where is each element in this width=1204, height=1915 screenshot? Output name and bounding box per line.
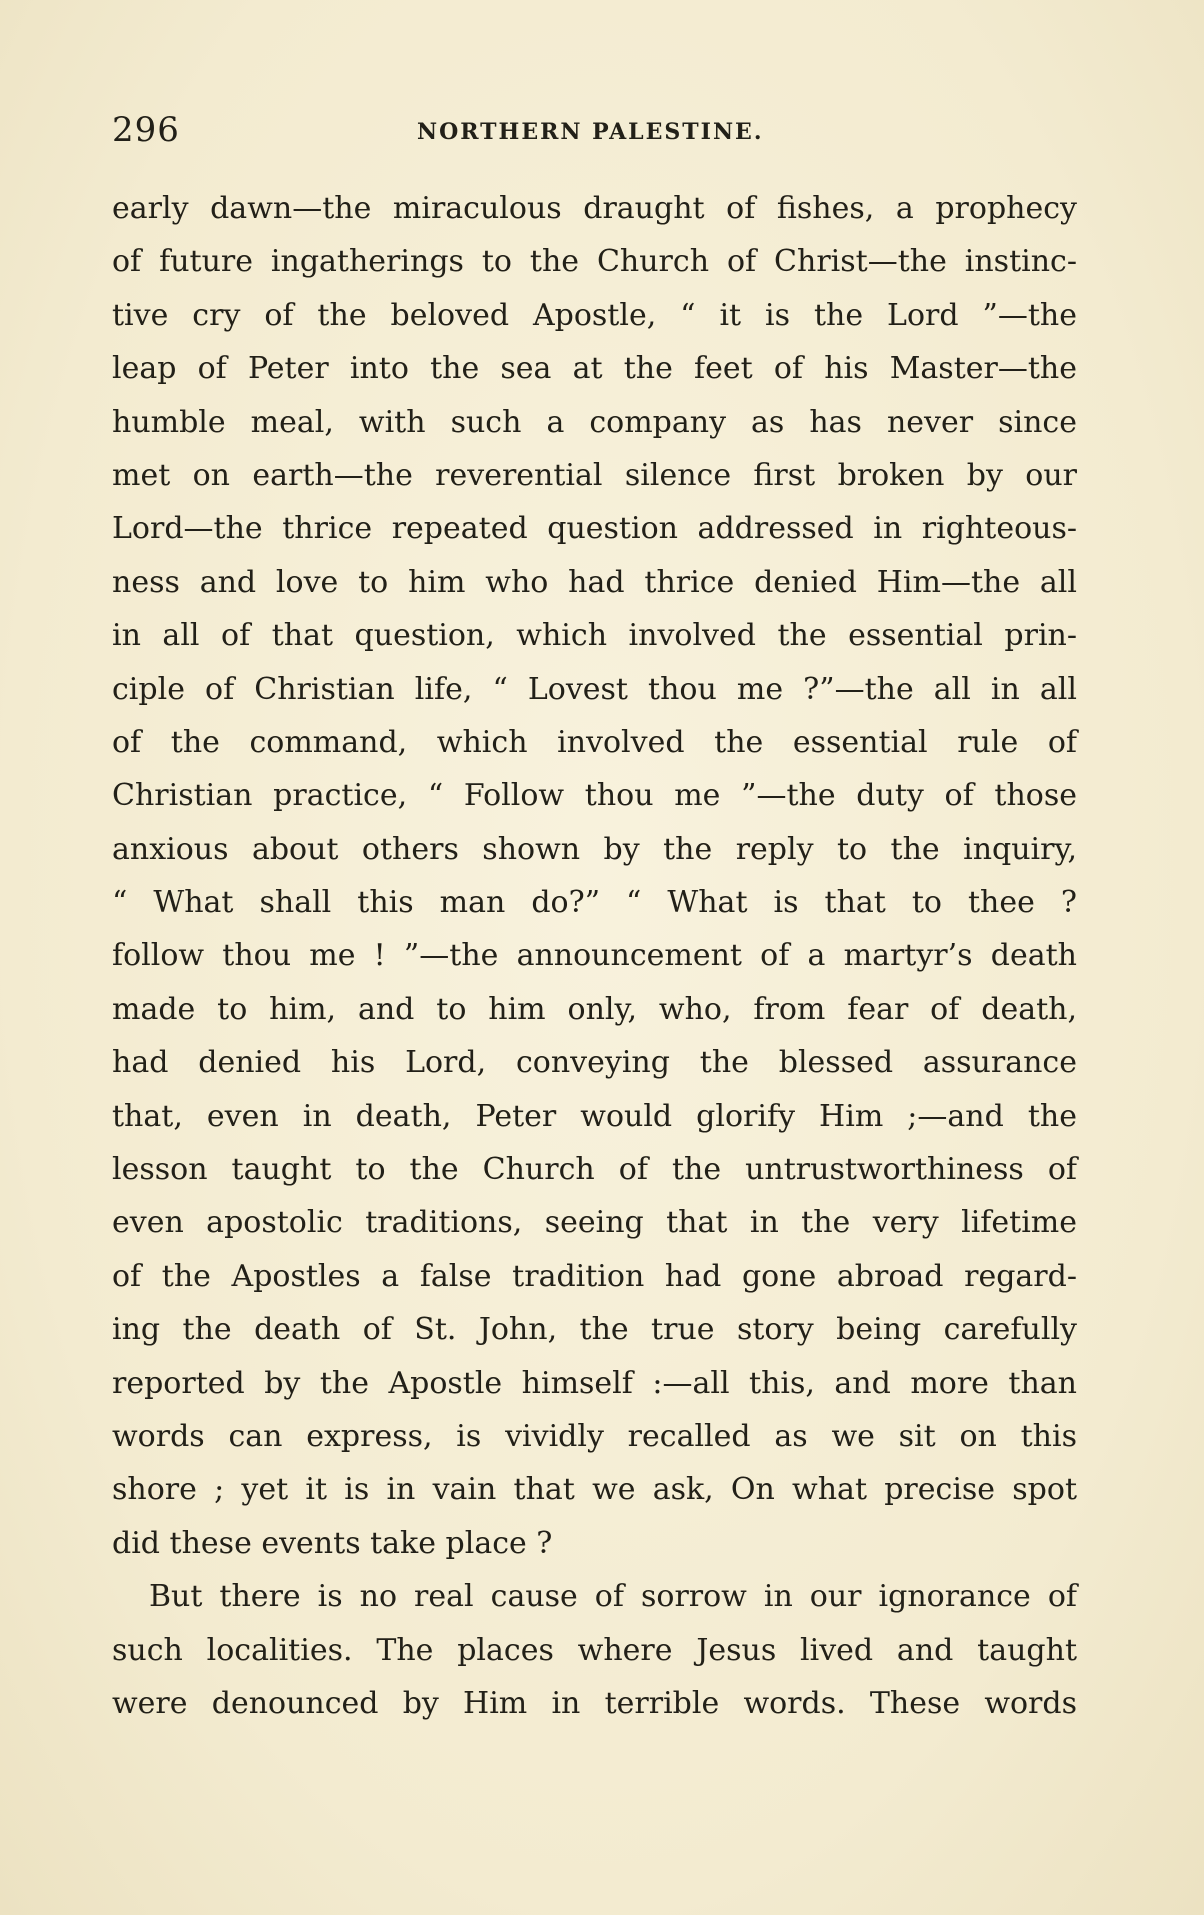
- text-line: such localities. The places where Jesus lived and taught: [112, 1632, 1077, 1668]
- page-header: [112, 108, 1082, 152]
- text-line: lesson taught to the Church of the untrustworthiness of: [112, 1152, 1077, 1188]
- text-line: made to him, and to him only, who, from fear of death,: [112, 991, 1077, 1027]
- text-line: of the command, which involved the essential rule of: [112, 724, 1077, 760]
- text-line: ing the death of St. John, the true story being carefully: [112, 1312, 1077, 1348]
- text-line: that, even in death, Peter would glorify Him ;—and the: [112, 1098, 1077, 1134]
- text-line: even apostolic traditions, seeing that in the very lifetime: [112, 1205, 1077, 1241]
- paragraph-first-line: But there is no real cause of sorrow in our ignorance of: [149, 1579, 1077, 1615]
- text-line: Lord—the thrice repeated question addressed in righteous-: [112, 511, 1077, 547]
- text-line: of future ingatherings to the Church of Christ—the instinc-: [112, 244, 1077, 280]
- text-line: reported by the Apostle himself :—all this, and more than: [112, 1365, 1077, 1401]
- text-line: words can express, is vividly recalled as we sit on this: [112, 1418, 1077, 1454]
- text-line: ciple of Christian life, “ Lovest thou me ?”—the all in all: [112, 671, 1077, 707]
- text-line: Christian practice, “ Follow thou me ”—the duty of those: [112, 778, 1077, 814]
- running-head: NORTHERN PALESTINE.: [417, 119, 764, 145]
- page-number: 296: [112, 110, 180, 150]
- text-line: humble meal, with such a company as has never since: [112, 404, 1077, 440]
- text-line: in all of that question, which involved the essential prin-: [112, 618, 1077, 654]
- text-line: were denounced by Him in terrible words. These words: [112, 1685, 1077, 1721]
- text-line: anxious about others shown by the reply to the inquiry,: [112, 831, 1077, 867]
- text-line: shore ; yet it is in vain that we ask, On what precise spot: [112, 1472, 1077, 1508]
- text-line: tive cry of the beloved Apostle, “ it is the Lord ”—the: [112, 297, 1077, 333]
- text-line: met on earth—the reverential silence first broken by our: [112, 457, 1077, 493]
- text-line: follow thou me ! ”—the announcement of a martyr’s death: [112, 938, 1077, 974]
- body-text: [112, 182, 1077, 1730]
- text-line: of the Apostles a false tradition had gone abroad regard-: [112, 1258, 1077, 1294]
- text-line: leap of Peter into the sea at the feet of his Master—the: [112, 351, 1077, 387]
- text-line: early dawn—the miraculous draught of fishes, a prophecy: [112, 191, 1077, 226]
- text-line: did these events take place ?: [112, 1525, 553, 1561]
- text-line: had denied his Lord, conveying the blessed assurance: [112, 1045, 1077, 1081]
- text-line: ness and love to him who had thrice denied Him—the all: [112, 564, 1077, 600]
- text-line: “ What shall this man do?” “ What is that to thee ?: [112, 885, 1077, 921]
